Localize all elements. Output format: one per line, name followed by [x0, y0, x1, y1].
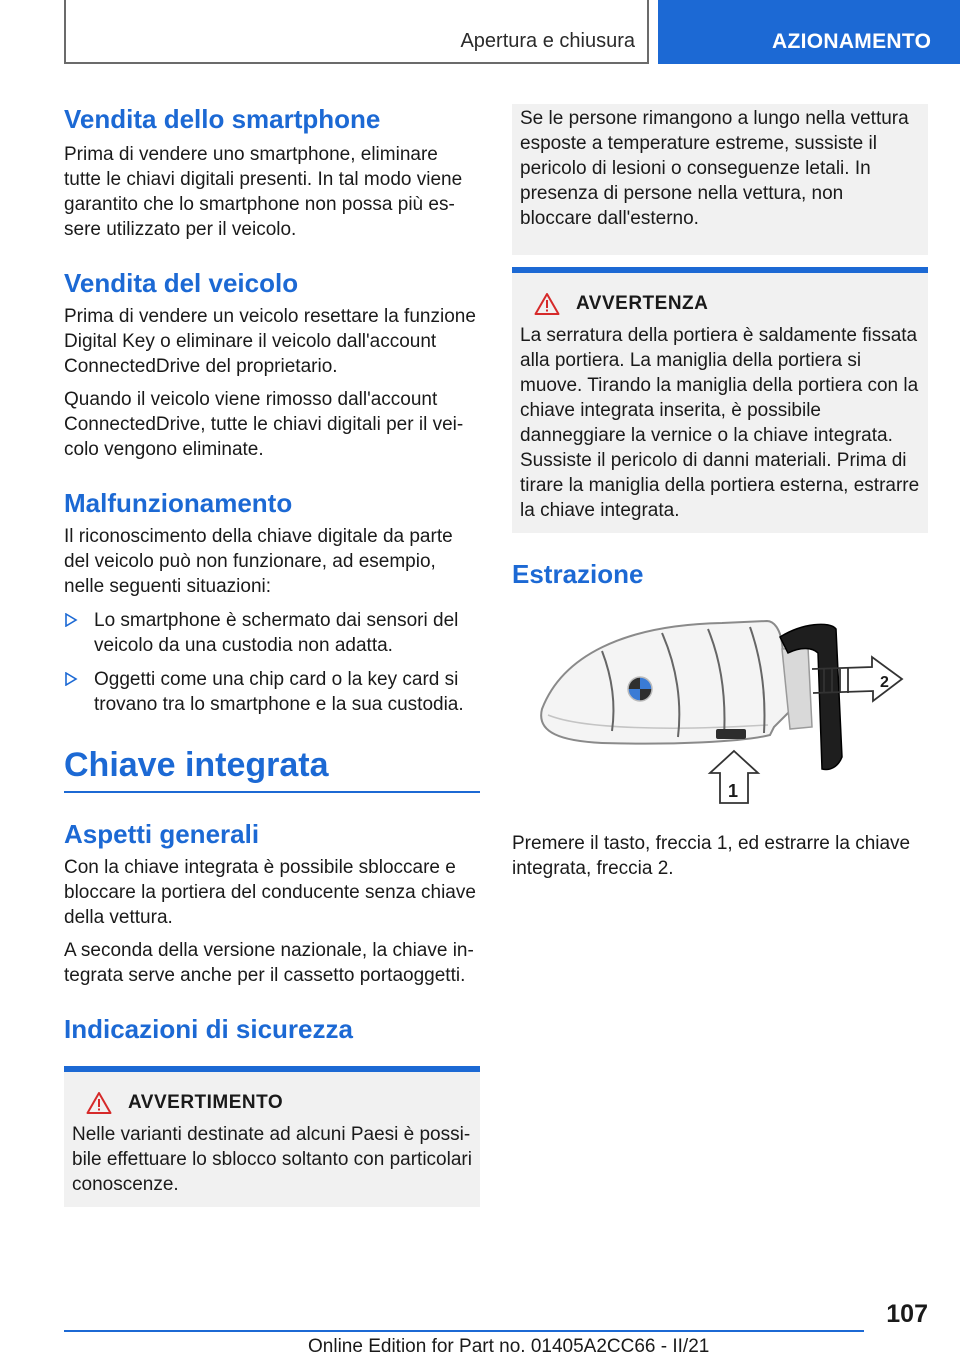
warning-title-row	[520, 291, 920, 317]
warning-continued-box	[512, 104, 928, 255]
heading-malfunzionamento: Malfunzionamento	[64, 488, 293, 518]
heading-underline	[64, 791, 480, 793]
key-illustration	[512, 607, 928, 807]
triangle-bullet-icon	[64, 613, 78, 627]
paragraph-vendita-veicolo-2: Quando il veicolo viene rimosso dall'account ConnectedDrive, tutte le chiavi digitali per il veicolo vengono eliminate.	[64, 389, 464, 460]
paragraph-estrazione: Premere il tasto, freccia 1, ed estrarre la chiave integrata, freccia 2.	[512, 833, 911, 879]
warning-box	[64, 1066, 480, 1207]
warning-text: Nelle varianti destinate ad alcuni Paesi è possibile effettuare lo sblocco soltanto con particolari conoscenze.	[72, 1124, 472, 1195]
warning-text: La serratura della portiera è saldamente fissata alla portiera. La maniglia della portiera si muove. Tirando la maniglia della portiera con la chiave integrata inserita, è possibile danneggiare la vernice o la chiave integrata. Sussiste il pericolo di danni materiali. Prima di tirare la maniglia della portiera esterna, estrarre la chiave integrata.	[520, 325, 920, 521]
paragraph-vendita-veicolo-1: Prima di vendere un veicolo resettare la funzione Digital Key o eliminare il veicolo dall'account ConnectedDrive del proprietario.	[64, 306, 476, 377]
footer-edition: Online Edition for Part no. 01405A2CC66 - II/21	[308, 1336, 710, 1357]
warning-triangle-icon	[86, 1091, 112, 1115]
right-column	[512, 104, 928, 881]
arrow-label-1: 1	[728, 781, 739, 801]
paragraph-vendita-smartphone: Prima di vendere uno smartphone, eliminare tutte le chiavi digitali presenti. In tal modo viene garantito che lo smartphone non possa più essere utilizzato per il veicolo.	[64, 144, 463, 240]
header-frame	[64, 0, 649, 64]
triangle-bullet-icon	[64, 672, 78, 686]
warning-title: AVVERTENZA	[576, 293, 709, 314]
heading-aspetti-generali: Aspetti generali	[64, 819, 260, 849]
footer-rule	[64, 1330, 864, 1332]
header-chapter-tab[interactable]: AZIONAMENTO	[658, 0, 960, 64]
paragraph-aspetti-1: Con la chiave integrata è possibile sbloccare e bloccare la portiera del conducente senza chiave della vettura.	[64, 857, 476, 928]
warning-triangle-icon	[534, 292, 560, 316]
list-item-text: Oggetti come una chip card o la key card si trovano tra lo smartphone e la sua custodia.	[94, 669, 464, 715]
warning-continued-text: Se le persone rimangono a lungo nella vettura esposte a temperature estreme, sussiste il pericolo di lesioni o conseguenze letali. In presenza di persone nella vettura, non bloccare dall'esterno.	[520, 108, 909, 229]
paragraph-aspetti-2: A seconda della versione nazionale, la chiave integrata serve anche per il cassetto portaoggetti.	[64, 940, 474, 986]
list-item-text: Lo smartphone è schermato dai sensori del veicolo da una custodia non adatta.	[94, 610, 459, 656]
bullet-list	[64, 608, 480, 717]
left-column	[64, 104, 480, 1207]
paragraph-malfunzionamento: Il riconoscimento della chiave digitale da parte del veicolo può non funzionare, ad esempio, nelle seguenti situazioni:	[64, 526, 453, 597]
arrow-label-2: 2	[880, 674, 889, 691]
warning-box-2	[512, 267, 928, 533]
list-item	[64, 608, 480, 658]
heading-vendita-smartphone: Vendita dello smartphone	[64, 104, 381, 134]
heading-chiave-integrata: Chiave integrata	[64, 746, 329, 784]
list-item	[64, 667, 480, 717]
heading-indicazioni-sicurezza: Indicazioni di sicurezza	[64, 1014, 353, 1044]
heading-estrazione: Estrazione	[512, 559, 644, 589]
warning-title: AVVERTIMENTO	[128, 1092, 284, 1113]
warning-title-row	[72, 1090, 472, 1116]
page-number: 107	[886, 1300, 928, 1328]
heading-vendita-veicolo: Vendita del veicolo	[64, 268, 299, 298]
header-section-title: Apertura e chiusura	[460, 30, 635, 52]
